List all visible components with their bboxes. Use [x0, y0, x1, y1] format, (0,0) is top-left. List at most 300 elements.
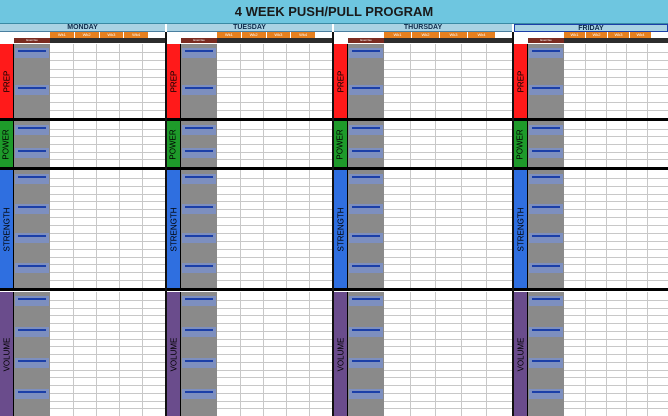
grid-line [384, 144, 512, 145]
exercise-grid [384, 44, 512, 118]
exercise-cell[interactable] [15, 296, 49, 306]
exercise-cell[interactable] [182, 174, 216, 184]
section-label-volume [0, 292, 13, 416]
grid-line [564, 346, 668, 347]
section-label-text: POWER [516, 128, 526, 160]
grid-column-line [119, 121, 120, 167]
exercise-cell[interactable] [349, 296, 383, 306]
grid-line [217, 217, 332, 218]
grid-line [384, 52, 512, 53]
grid-line [217, 194, 332, 195]
grid-column-line [142, 121, 143, 167]
exercise-header: Exercise [14, 38, 50, 43]
exercise-cell[interactable] [349, 204, 383, 214]
grid-line [50, 186, 165, 187]
grid-line [217, 323, 332, 324]
grid-line [50, 339, 165, 340]
exercise-link [352, 298, 380, 300]
grid-line [564, 85, 668, 86]
day-block-tuesday [167, 24, 332, 416]
exercise-cell[interactable] [182, 85, 216, 95]
grid-column-line [461, 292, 462, 416]
grid-line [217, 257, 332, 258]
exercise-link [18, 391, 46, 393]
exercise-cell[interactable] [529, 48, 563, 58]
grid-column-line [73, 121, 74, 167]
exercise-link [185, 391, 213, 393]
grid-line [217, 346, 332, 347]
grid-column-line [96, 44, 97, 118]
subheader-row [384, 38, 512, 43]
grid-line [384, 93, 512, 94]
exercise-cell[interactable] [349, 233, 383, 243]
grid-line [50, 385, 165, 386]
grid-line [564, 308, 668, 309]
grid-line [564, 241, 668, 242]
exercise-link [185, 206, 213, 208]
exercise-grid [384, 170, 512, 288]
exercise-cell[interactable] [15, 204, 49, 214]
grid-line [50, 401, 165, 402]
grid-line [217, 339, 332, 340]
exercise-cell[interactable] [349, 148, 383, 158]
exercise-cell[interactable] [182, 358, 216, 368]
grid-column-line [142, 292, 143, 416]
grid-line [564, 323, 668, 324]
section-label-strength [0, 170, 13, 288]
exercise-cell[interactable] [182, 233, 216, 243]
grid-column-line [309, 292, 310, 416]
grid-line [50, 257, 165, 258]
grid-line [217, 85, 332, 86]
grid-line [50, 280, 165, 281]
grid-line [384, 257, 512, 258]
grid-line [384, 69, 512, 70]
exercise-cell[interactable] [349, 263, 383, 273]
section-label-text: POWER [336, 128, 346, 160]
grid-line [217, 178, 332, 179]
section-label-prep [334, 44, 347, 118]
exercise-grid [564, 44, 668, 118]
grid-column-line [606, 292, 607, 416]
exercise-cell[interactable] [349, 125, 383, 135]
exercise-cell[interactable] [182, 263, 216, 273]
exercise-grid [50, 121, 165, 167]
grid-line [50, 209, 165, 210]
grid-column-line [263, 121, 264, 167]
grid-line [564, 385, 668, 386]
week-header: Wk4 [291, 32, 316, 38]
exercise-cell[interactable] [349, 48, 383, 58]
grid-line [384, 217, 512, 218]
exercise-link [532, 87, 560, 89]
exercise-column [528, 44, 564, 118]
grid-column-line [410, 121, 411, 167]
grid-line [50, 225, 165, 226]
exercise-grid [50, 44, 165, 118]
exercise-cell[interactable] [529, 327, 563, 337]
exercise-link [352, 235, 380, 237]
week-header: Wk4 [124, 32, 149, 38]
exercise-link [185, 150, 213, 152]
exercise-grid [384, 121, 512, 167]
exercise-link [18, 235, 46, 237]
section-label-volume [514, 292, 527, 416]
section-label-text: PREP [169, 70, 179, 92]
grid-line [50, 144, 165, 145]
exercise-link [532, 206, 560, 208]
grid-line [217, 280, 332, 281]
grid-line [564, 136, 668, 137]
grid-column-line [647, 121, 648, 167]
grid-column-line [647, 44, 648, 118]
exercise-grid [217, 44, 332, 118]
exercise-column [14, 170, 50, 288]
grid-line [384, 77, 512, 78]
day-block-friday [514, 24, 668, 416]
grid-line [50, 323, 165, 324]
week-header: Wk4 [468, 32, 496, 38]
exercise-link [532, 329, 560, 331]
section-label-text: VOLUME [169, 337, 179, 371]
grid-column-line [96, 121, 97, 167]
grid-line [50, 102, 165, 103]
grid-line [564, 362, 668, 363]
grid-line [384, 280, 512, 281]
grid-line [50, 233, 165, 234]
exercise-grid [50, 292, 165, 416]
grid-line [384, 315, 512, 316]
grid-line [50, 178, 165, 179]
grid-line [384, 393, 512, 394]
grid-line [217, 315, 332, 316]
exercise-cell[interactable] [182, 296, 216, 306]
week-header: Wk2 [412, 32, 440, 38]
exercise-cell[interactable] [182, 148, 216, 158]
grid-column-line [410, 170, 411, 288]
grid-column-line [119, 292, 120, 416]
grid-line [384, 308, 512, 309]
grid-line [50, 241, 165, 242]
exercise-cell[interactable] [182, 125, 216, 135]
grid-column-line [73, 44, 74, 118]
grid-line [217, 408, 332, 409]
grid-column-line [263, 44, 264, 118]
exercise-cell[interactable] [15, 389, 49, 399]
exercise-column [528, 292, 564, 416]
exercise-link [352, 360, 380, 362]
exercise-link [532, 176, 560, 178]
exercise-cell[interactable] [529, 174, 563, 184]
grid-line [384, 110, 512, 111]
grid-column-line [286, 292, 287, 416]
grid-line [217, 331, 332, 332]
exercise-link [352, 50, 380, 52]
grid-line [217, 159, 332, 160]
grid-line [384, 272, 512, 273]
exercise-grid [564, 292, 668, 416]
grid-line [217, 225, 332, 226]
grid-column-line [309, 170, 310, 288]
week-header: Wk2 [75, 32, 100, 38]
exercise-cell[interactable] [182, 389, 216, 399]
exercise-cell[interactable] [529, 233, 563, 243]
section-label-volume [334, 292, 347, 416]
exercise-link [185, 87, 213, 89]
section-label-power [514, 121, 527, 167]
week-header: Wk4 [630, 32, 652, 38]
grid-line [384, 209, 512, 210]
exercise-cell[interactable] [529, 296, 563, 306]
exercise-column [528, 121, 564, 167]
exercise-grid [50, 170, 165, 288]
day-header: FRIDAY [514, 24, 668, 32]
exercise-cell[interactable] [15, 358, 49, 368]
grid-line [50, 362, 165, 363]
day-header: THURSDAY [334, 24, 512, 32]
grid-column-line [626, 44, 627, 118]
exercise-cell[interactable] [529, 263, 563, 273]
exercise-link [532, 360, 560, 362]
week-header: Wk2 [242, 32, 267, 38]
exercise-header: Exercise [528, 38, 564, 43]
grid-line [564, 331, 668, 332]
exercise-cell[interactable] [15, 85, 49, 95]
subheader-row [217, 38, 332, 43]
grid-line [217, 377, 332, 378]
exercise-link [185, 329, 213, 331]
section-label-text: PREP [336, 70, 346, 92]
grid-line [50, 110, 165, 111]
grid-line [217, 93, 332, 94]
grid-column-line [96, 170, 97, 288]
day-block-thursday [334, 24, 512, 416]
exercise-cell[interactable] [349, 389, 383, 399]
exercise-cell[interactable] [529, 389, 563, 399]
exercise-cell[interactable] [529, 125, 563, 135]
grid-line [217, 152, 332, 153]
exercise-cell[interactable] [349, 327, 383, 337]
grid-column-line [585, 121, 586, 167]
grid-line [564, 77, 668, 78]
grid-line [50, 408, 165, 409]
grid-line [50, 354, 165, 355]
grid-line [564, 129, 668, 130]
grid-column-line [461, 44, 462, 118]
grid-column-line [240, 170, 241, 288]
grid-column-line [119, 44, 120, 118]
exercise-link [18, 206, 46, 208]
exercise-link [18, 298, 46, 300]
section-label-volume [167, 292, 180, 416]
exercise-cell[interactable] [15, 263, 49, 273]
grid-column-line [486, 292, 487, 416]
grid-line [50, 69, 165, 70]
grid-line [564, 209, 668, 210]
grid-column-line [240, 292, 241, 416]
exercise-cell[interactable] [529, 358, 563, 368]
grid-line [217, 370, 332, 371]
grid-line [217, 144, 332, 145]
grid-column-line [606, 121, 607, 167]
exercise-column [14, 44, 50, 118]
grid-line [384, 331, 512, 332]
exercise-column [14, 121, 50, 167]
exercise-link [185, 298, 213, 300]
exercise-column [181, 44, 217, 118]
grid-line [564, 393, 668, 394]
exercise-link [352, 391, 380, 393]
grid-line [564, 401, 668, 402]
grid-line [564, 264, 668, 265]
exercise-cell[interactable] [182, 48, 216, 58]
grid-column-line [263, 292, 264, 416]
grid-line [564, 339, 668, 340]
grid-line [50, 136, 165, 137]
section-label-prep [167, 44, 180, 118]
exercise-link [532, 391, 560, 393]
exercise-cell[interactable] [15, 174, 49, 184]
section-separator [0, 288, 165, 291]
grid-column-line [461, 170, 462, 288]
grid-line [564, 408, 668, 409]
grid-column-line [286, 170, 287, 288]
week-header: Wk3 [100, 32, 125, 38]
section-label-text: POWER [169, 128, 179, 160]
section-label-strength [334, 170, 347, 288]
grid-line [50, 201, 165, 202]
grid-line [384, 249, 512, 250]
grid-line [50, 346, 165, 347]
grid-line [384, 346, 512, 347]
exercise-cell[interactable] [182, 327, 216, 337]
grid-column-line [142, 44, 143, 118]
grid-line [384, 300, 512, 301]
grid-line [564, 201, 668, 202]
grid-line [217, 241, 332, 242]
grid-line [384, 201, 512, 202]
exercise-cell[interactable] [15, 233, 49, 243]
exercise-grid [564, 170, 668, 288]
grid-line [384, 233, 512, 234]
grid-column-line [585, 170, 586, 288]
grid-column-line [309, 121, 310, 167]
section-label-text: VOLUME [2, 337, 12, 371]
grid-line [564, 377, 668, 378]
exercise-link [532, 235, 560, 237]
section-label-power [334, 121, 347, 167]
exercise-cell[interactable] [529, 204, 563, 214]
exercise-cell[interactable] [349, 358, 383, 368]
grid-column-line [410, 44, 411, 118]
grid-line [217, 354, 332, 355]
grid-line [384, 136, 512, 137]
section-label-text: STRENGTH [2, 207, 11, 251]
grid-line [564, 249, 668, 250]
grid-column-line [309, 44, 310, 118]
grid-column-line [286, 44, 287, 118]
exercise-link [532, 298, 560, 300]
grid-line [384, 60, 512, 61]
grid-line [384, 85, 512, 86]
grid-column-line [585, 292, 586, 416]
grid-line [217, 300, 332, 301]
exercise-column [348, 292, 384, 416]
day-header: TUESDAY [167, 24, 332, 32]
section-separator [167, 288, 332, 291]
grid-column-line [486, 44, 487, 118]
grid-line [217, 308, 332, 309]
exercise-cell[interactable] [15, 125, 49, 135]
exercise-link [185, 50, 213, 52]
section-label-prep [514, 44, 527, 118]
exercise-cell[interactable] [15, 327, 49, 337]
grid-line [50, 300, 165, 301]
week-header: Wk3 [440, 32, 468, 38]
grid-line [564, 52, 668, 53]
grid-line [564, 354, 668, 355]
exercise-link [18, 176, 46, 178]
grid-line [217, 69, 332, 70]
grid-line [384, 401, 512, 402]
exercise-cell[interactable] [529, 85, 563, 95]
exercise-link [352, 265, 380, 267]
exercise-cell[interactable] [529, 148, 563, 158]
grid-line [217, 393, 332, 394]
exercise-cell[interactable] [349, 85, 383, 95]
grid-line [217, 201, 332, 202]
grid-line [217, 102, 332, 103]
exercise-link [532, 150, 560, 152]
grid-line [217, 401, 332, 402]
exercise-cell[interactable] [15, 48, 49, 58]
exercise-link [185, 265, 213, 267]
grid-line [564, 280, 668, 281]
exercise-link [352, 127, 380, 129]
subheader-row [564, 38, 668, 43]
exercise-link [532, 265, 560, 267]
section-label-text: PREP [516, 70, 526, 92]
grid-line [384, 377, 512, 378]
exercise-link [18, 50, 46, 52]
exercise-link [185, 360, 213, 362]
exercise-cell[interactable] [349, 174, 383, 184]
grid-line [217, 272, 332, 273]
grid-line [217, 233, 332, 234]
grid-line [564, 370, 668, 371]
grid-column-line [606, 44, 607, 118]
grid-column-line [410, 292, 411, 416]
grid-line [384, 264, 512, 265]
exercise-grid [564, 121, 668, 167]
exercise-link [18, 150, 46, 152]
exercise-cell[interactable] [15, 148, 49, 158]
section-label-strength [514, 170, 527, 288]
grid-line [564, 257, 668, 258]
exercise-column [528, 170, 564, 288]
week-header: Wk3 [267, 32, 292, 38]
grid-line [50, 393, 165, 394]
exercise-column [348, 44, 384, 118]
section-label-text: PREP [2, 70, 12, 92]
grid-line [50, 315, 165, 316]
exercise-cell[interactable] [182, 204, 216, 214]
exercise-link [18, 87, 46, 89]
exercise-column [14, 292, 50, 416]
exercise-link [352, 176, 380, 178]
exercise-grid [217, 170, 332, 288]
grid-column-line [647, 170, 648, 288]
